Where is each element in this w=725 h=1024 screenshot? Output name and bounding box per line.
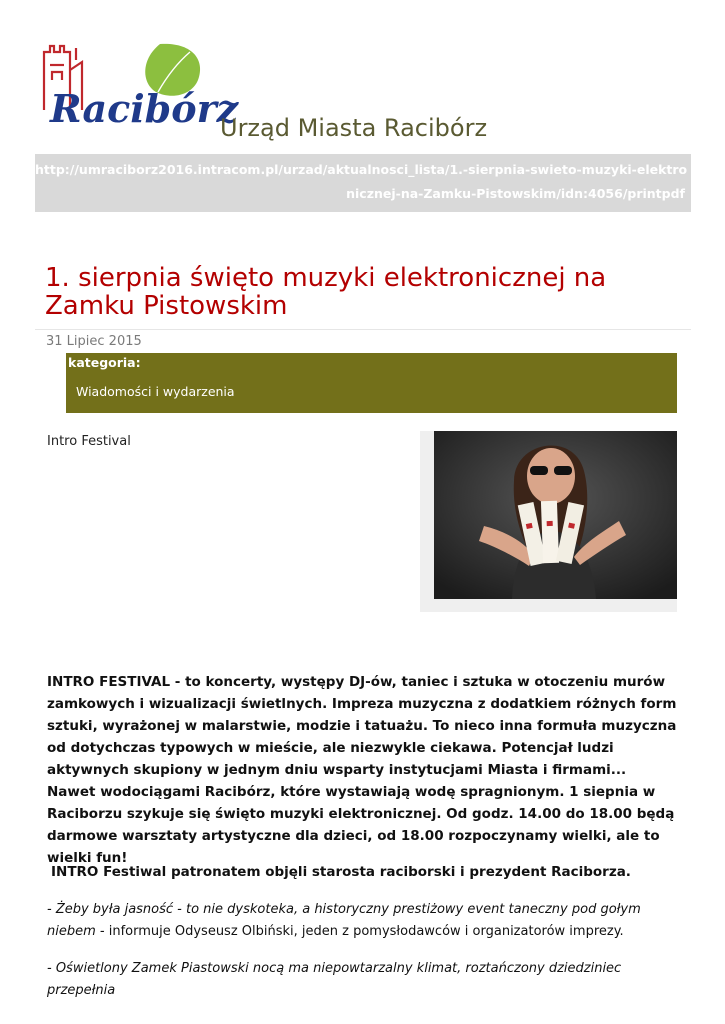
article-paragraph-1: INTRO FESTIVAL - to koncerty, występy DJ-ów, taniec i sztuka w otoczeniu murów zamkowych i wizualizacji świetlnych. Impreza muzyczna z dodatkiem różnych form sztuki, wyrażonej w malarstwie, modzie i tatuażu. To nieco inna formuła muzyczna od dotychczas typowych w mieście, ale niezwykle ciekawa. Potencjał ludzi aktywnych skupiony w jednym dniu wsparty instytucjami Miasta i firmami... Nawet wodociągami Racibórz, które wystawiają wodę spragnionym. 1 siepnia w Raciborzu szykuje się święto muzyki elektronicznej. Od godz. 14.00 do 18.00 będą darmowe warsztaty artystyczne dla dzieci, od 18.00 rozpoczynamy wielki, ale to wielki fun! xyxy=(47,674,677,866)
quote-text: - Żeby była jasność - to nie dyskoteka, a historyczny prestiżowy event taneczny pod gołym niebem - xyxy=(47,902,641,939)
category-box xyxy=(66,353,677,413)
article-paragraph-3 xyxy=(47,899,677,943)
article-date: 31 Lipiec 2015 xyxy=(46,334,142,349)
article-paragraph-4 xyxy=(47,958,677,1002)
category-label: kategoria: xyxy=(68,355,141,370)
url-line-1[interactable]: http://umraciborz2016.intracom.pl/urzad/aktualnosci_lista/1.-sierpnia-swieto-muzyki-elektro xyxy=(35,162,688,177)
logo-text: Racibórz xyxy=(50,86,239,131)
article-lead: Intro Festival xyxy=(47,434,131,449)
raciborz-logo[interactable] xyxy=(40,40,239,135)
quote-attribution: informuje Odyseusz Olbiński, jeden z pomysłodawców i organizatorów imprezy. xyxy=(104,924,624,939)
org-name: Urząd Miasta Racibórz xyxy=(220,114,488,142)
article-photo-frame xyxy=(420,431,677,612)
url-line-2[interactable]: nicznej-na-Zamku-Pistowskim/idn:4056/printpdf xyxy=(346,186,685,201)
raciborz-tower-leaf-logo-icon xyxy=(40,40,239,135)
category-value[interactable]: Wiadomości i wydarzenia xyxy=(76,384,235,399)
photo-illustration xyxy=(434,431,677,599)
article-title: 1. sierpnia święto muzyki elektronicznej na Zamku Pistowskim xyxy=(45,263,607,321)
title-divider xyxy=(35,329,691,330)
article-paragraph-2: INTRO Festiwal patronatem objęli starosta raciborski i prezydent Raciborza. xyxy=(51,864,631,880)
quote-text-2: - Oświetlony Zamek Piastowski nocą ma niepowtarzalny klimat, roztańczony dziedziniec przepełnia xyxy=(47,961,622,998)
source-url-bar xyxy=(35,154,691,212)
woman-holding-tickets-photo xyxy=(434,431,677,599)
